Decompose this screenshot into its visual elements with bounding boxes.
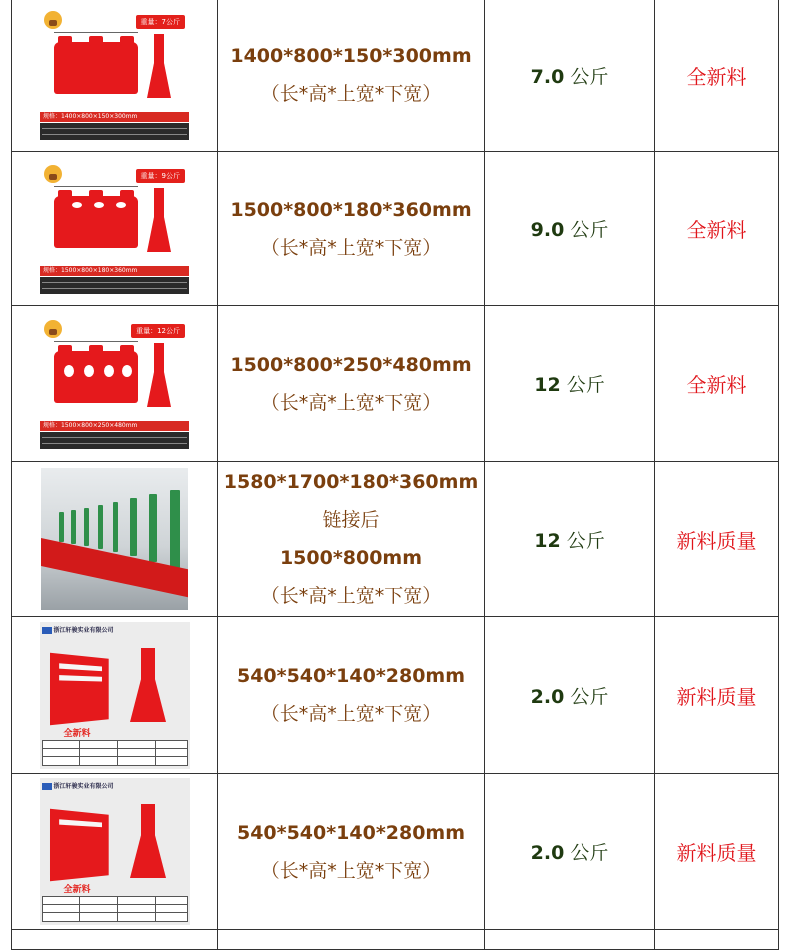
company-logo-icon: [42, 783, 52, 790]
spec-grid: [42, 740, 188, 766]
dimension-text: 1580*1700*180*360mm: [223, 471, 479, 493]
weight-unit: 公斤: [560, 374, 605, 396]
material-cell: [655, 306, 779, 462]
product-image-cell: [12, 306, 218, 462]
material-text: 新料质量: [676, 841, 757, 865]
dimension-line: [54, 341, 138, 342]
weight-unit: 公斤: [564, 842, 609, 864]
weight-cell: [485, 462, 655, 617]
table-row: [12, 930, 779, 950]
water-barrier-front-icon: [49, 809, 108, 882]
weight-value: 9.0: [530, 219, 565, 241]
barrier-product-image: [40, 778, 190, 925]
dimension-line: [54, 186, 138, 187]
brand-logo-icon: [44, 11, 62, 29]
weight-unit: 公斤: [560, 529, 605, 552]
water-barrier-side-icon: [147, 192, 171, 252]
weight-value: 12: [534, 374, 561, 396]
product-image-cell: [12, 0, 218, 152]
dimension-note: （长*高*上宽*下宽）: [260, 391, 442, 414]
product-image-cell: [12, 152, 218, 306]
spec-bar: 规格：1500×800×180×360mm: [40, 266, 189, 276]
material-cell: [655, 774, 779, 930]
dimension-line: [54, 32, 138, 33]
company-logo-icon: [42, 627, 52, 634]
material-text: 新料质量: [676, 684, 757, 709]
weight-value: 2.0: [530, 842, 565, 864]
water-barrier-front-icon: [54, 196, 138, 248]
material-text: 全新料: [686, 64, 747, 89]
product-spec-table: [11, 0, 779, 950]
dimension-note: （长*高*上宽*下宽）: [260, 83, 442, 105]
material-cell: [655, 617, 779, 774]
dimension-linked-label: 链接后: [322, 509, 380, 531]
product-image-cell: [12, 617, 218, 774]
water-barrier-front-icon: [49, 652, 108, 725]
dimension-note: （长*高*上宽*下宽）: [260, 703, 442, 725]
dimension-cell: [218, 0, 485, 152]
weight-cell: [485, 152, 655, 306]
weight-tag: 重量：7公斤: [136, 15, 185, 29]
weight-tag: 重量：12公斤: [131, 324, 185, 338]
weight-tag: 重量：9公斤: [136, 169, 185, 183]
dimension-text: 540*540*140*280mm: [236, 665, 466, 687]
dimension-linked-text: 1500*800mm: [279, 547, 423, 569]
water-barrier-side-icon: [130, 652, 166, 722]
material-cell: [655, 152, 779, 306]
barrier-product-image: [40, 622, 190, 769]
weight-value: 7.0: [530, 65, 565, 88]
water-barrier-side-icon: [147, 347, 171, 407]
dimension-note: （长*高*上宽*下宽）: [260, 236, 442, 259]
weight-cell: [485, 774, 655, 930]
water-barrier-side-icon: [147, 38, 171, 98]
dimension-cell: [218, 462, 485, 617]
water-barrier-front-icon: [54, 42, 138, 94]
spec-bar: 规格：1400×800×150×300mm: [40, 112, 189, 122]
brand-logo-icon: [44, 320, 62, 338]
weight-unit: 公斤: [564, 685, 609, 708]
info-bar: [40, 123, 189, 140]
barrier-product-image: [40, 162, 189, 296]
dimension-note: （长*高*上宽*下宽）: [260, 585, 442, 607]
table-row: [12, 617, 779, 774]
new-material-label: 全新料: [63, 885, 91, 895]
barrier-product-image: [40, 317, 189, 451]
dimension-text: 1500*800*250*480mm: [230, 353, 472, 376]
material-text: 新料质量: [676, 528, 757, 553]
table-row: [12, 152, 779, 306]
material-text: 全新料: [686, 373, 747, 397]
weight-cell: [485, 306, 655, 462]
company-label: 浙江轩骏实业有限公司: [42, 625, 114, 634]
dimension-cell: [218, 152, 485, 306]
table-row: [12, 306, 779, 462]
water-barrier-front-icon: [54, 351, 138, 403]
table-row: [12, 774, 779, 930]
weight-cell: [485, 0, 655, 152]
dimension-cell: [218, 774, 485, 930]
material-cell: [655, 462, 779, 617]
dimension-cell: [218, 306, 485, 462]
product-image-cell: [12, 462, 218, 617]
water-barrier-side-icon: [130, 808, 166, 878]
new-material-label: 全新料: [63, 728, 91, 739]
dimension-text: 1400*800*150*300mm: [230, 45, 472, 67]
table-row: [12, 462, 779, 617]
weight-value: 12: [534, 529, 561, 552]
weight-unit: 公斤: [564, 65, 609, 88]
table-row: [12, 0, 779, 152]
spec-bar: 规格：1500×800×250×480mm: [40, 421, 189, 431]
product-image-cell: [12, 774, 218, 930]
barrier-product-image: [40, 8, 189, 142]
info-bar: [40, 277, 189, 294]
dimension-text: 540*540*140*280mm: [236, 821, 466, 844]
info-bar: [40, 432, 189, 449]
dimension-note: （长*高*上宽*下宽）: [260, 859, 442, 882]
dimension-cell: [218, 617, 485, 774]
brand-logo-icon: [44, 165, 62, 183]
weight-value: 2.0: [530, 685, 565, 708]
weight-cell: [485, 617, 655, 774]
material-cell: [655, 0, 779, 152]
company-label: 浙江轩骏实业有限公司: [42, 781, 114, 790]
material-text: 全新料: [686, 218, 747, 242]
spec-grid: [42, 896, 188, 922]
weight-unit: 公斤: [564, 219, 609, 241]
green-fence-barrier-photo: [41, 468, 188, 610]
dimension-text: 1500*800*180*360mm: [230, 198, 472, 221]
